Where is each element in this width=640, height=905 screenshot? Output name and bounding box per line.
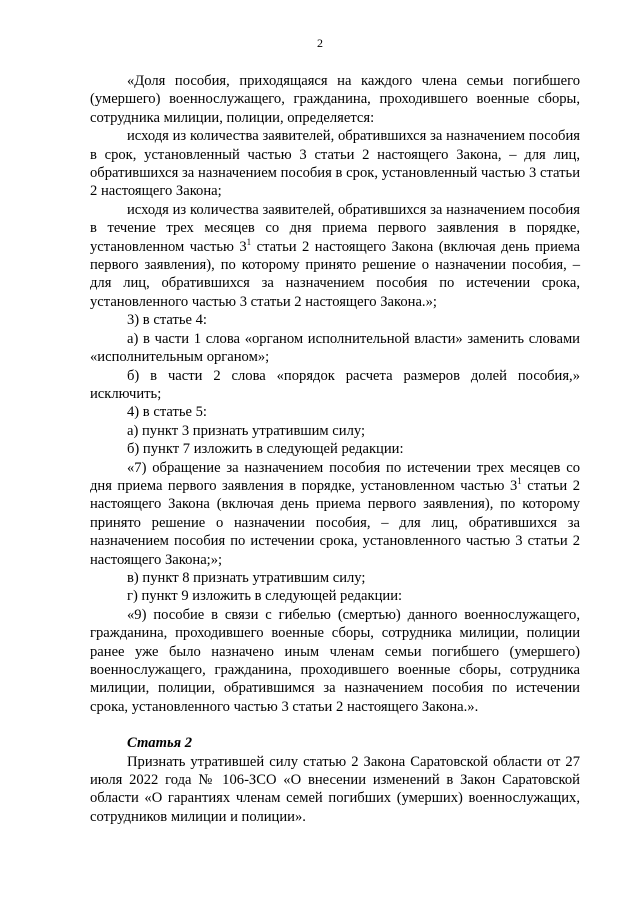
paragraph: в) пункт 8 признать утратившим силу;	[127, 569, 366, 586]
paragraph: г) пункт 9 изложить в следующей редакции:	[127, 588, 403, 605]
paragraph: 3) в статье 4:	[127, 312, 207, 329]
paragraph: б) в части 2 слова «порядок расчета размеров долей пособия,» исключить;	[90, 367, 580, 402]
paragraph	[90, 459, 580, 569]
paragraph-text: статьи 2 настоящего Закона (включая день приема первого заявления), по которому принято решение о назначении пособия, – для лиц, обратившихся за назначением пособия по истечении срока, установленного частью 3 статьи 2 настоящего Закона;»;	[90, 477, 580, 568]
article-heading: Статья 2	[127, 735, 193, 752]
paragraph: 4) в статье 5:	[127, 404, 207, 421]
paragraph-text: «7) обращение за назначением пособия по истечении трех месяцев со дня приема первого заявления в порядке, установленном частью 3	[90, 459, 580, 494]
paragraph: «9) пособие в связи с гибелью (смертью) данного военнослужащего, гражданина, проходившего военные сборы, сотрудника милиции, полиции ранее уже было назначено иным членам семьи погибшего (умершего) военнослужащего, гражданина, проходившего военные сборы, сотрудника милиции, полиции, обратившимся за назначением пособия по истечении срока, установленного частью 3 статьи 2 настоящего Закона.».	[90, 606, 580, 715]
paragraph: исходя из количества заявителей, обратившихся за назначением пособия в срок, установленный частью 3 статьи 2 настоящего Закона, – для лиц, обратившихся за назначением пособия в срок, установленный частью 3 статьи 2 настоящего Закона;	[90, 128, 580, 200]
page-number: 2	[317, 36, 323, 50]
paragraph: Признать утратившей силу статью 2 Закона Саратовской области от 27 июля 2022 года № 106-ЗСО «О внесении изменений в Закон Саратовской области «О гарантиях членам семей погибших (умерших) военнослужащих, сотрудников милиции и полиции».	[90, 753, 580, 825]
paragraph: «Доля пособия, приходящаяся на каждого члена семьи погибшего (умершего) военнослужащего, гражданина, проходившего военные сборы, сотрудника милиции, полиции, определяется:	[90, 73, 580, 126]
paragraph: а) в части 1 слова «органом исполнительной власти» заменить словами «исполнительным органом»;	[90, 330, 580, 366]
paragraph-text: исходя из количества заявителей, обратившихся за назначением пособия в течение трех месяцев со дня приема первого заявления в порядке, установленном частью 3	[90, 201, 580, 255]
superscript-index: 1	[246, 236, 252, 247]
paragraph: б) пункт 7 изложить в следующей редакции:	[127, 441, 404, 458]
paragraph	[90, 201, 580, 311]
document-body	[90, 72, 580, 826]
paragraph-text: статьи 2 настоящего Закона (включая день приема первого заявления), по которому принято решение о назначении пособия, – для лиц, обратившихся за назначением пособия по истечении срока, установленного частью 3 статьи 2 настоящего Закона.»;	[90, 238, 580, 310]
paragraph: а) пункт 3 признать утратившим силу;	[127, 422, 366, 439]
superscript-index: 1	[517, 476, 522, 487]
